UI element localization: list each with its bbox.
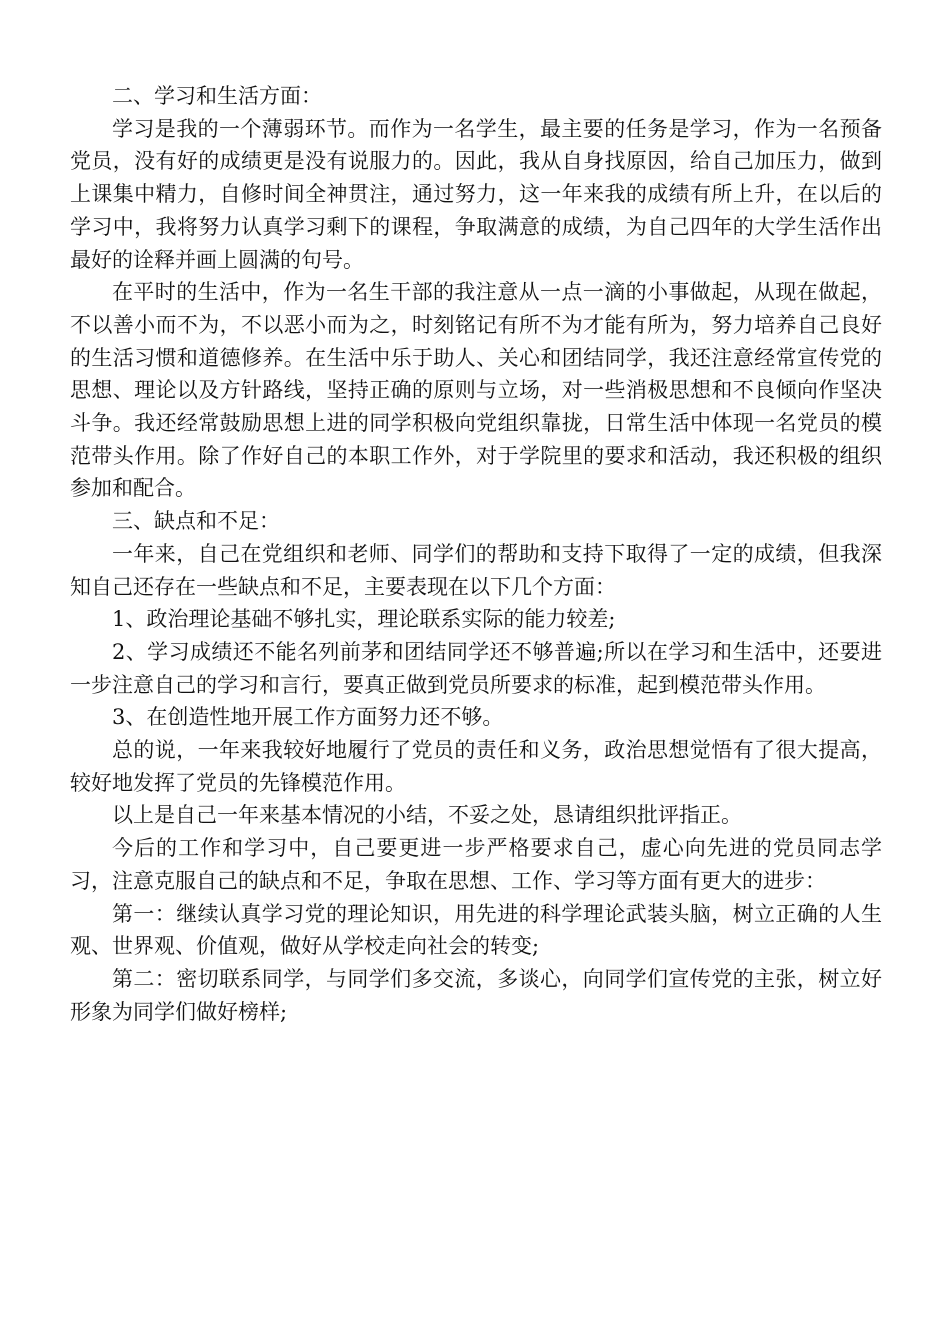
section-heading-shortcomings: 三、缺点和不足： (112, 509, 280, 534)
paragraph-summary: 总的说，一年来我较好地履行了党员的责任和义务，政治思想觉悟有了很大提高，较好地发挥了党员的先锋模范作用。 (70, 738, 882, 795)
list-item-shortcoming-3: 3、在创造性地开展工作方面努力还不够。 (112, 705, 504, 730)
document-page (70, 80, 882, 1028)
list-item-plan-1: 第一：继续认真学习党的理论知识，用先进的科学理论武装头脑，树立正确的人生观、世界观、价值观，做好从学校走向社会的转变; (70, 901, 882, 959)
paragraph-daily-life: 在平时的生活中，作为一名生干部的我注意从一点一滴的小事做起，从现在做起，不以善小而不为，不以恶小而为之，时刻铭记有所不为才能有所为，努力培养自己良好的生活习惯和道德修养。在生活中乐于助人、关心和团结同学，我还注意经常宣传党的思想、理论以及方针路线，坚持正确的原则与立场，对一些消极思想和不良倾向作坚决斗争。我还经常鼓励思想上进的同学积极向党组织靠拢，日常生活中体现一名党员的模范带头作用。除了作好自己的本职工作外，对于学院里的要求和活动，我还积极的组织参加和配合。 (70, 280, 882, 501)
paragraph-future-plan: 今后的工作和学习中，自己要更进一步严格要求自己，虚心向先进的党员同志学习，注意克服自己的缺点和不足，争取在思想、工作、学习等方面有更大的进步： (70, 836, 882, 893)
list-item-plan-2: 第二：密切联系同学，与同学们多交流，多谈心，向同学们宣传党的主张，树立好形象为同学们做好榜样; (70, 966, 882, 1024)
section-heading-study-life: 二、学习和生活方面： (112, 84, 322, 108)
paragraph-study: 学习是我的一个薄弱环节。而作为一名学生，最主要的任务是学习，作为一名预备党员，没有好的成绩更是没有说服力的。因此，我从自身找原因，给自己加压力，做到上课集中精力，自修时间全神贯注，通过努力，这一年来我的成绩有所上升，在以后的学习中，我将努力认真学习剩下的课程，争取满意的成绩，为自己四年的大学生活作出最好的诠释并画上圆满的句号。 (70, 116, 882, 272)
list-item-shortcoming-2: 2、学习成绩还不能名列前茅和团结同学还不够普遍;所以在学习和生活中，还要进一步注意自己的学习和言行，要真正做到党员所要求的标准，起到模范带头作用。 (70, 639, 882, 697)
list-item-shortcoming-1: 1、政治理论基础不够扎实，理论联系实际的能力较差; (112, 607, 616, 632)
paragraph-closing-note: 以上是自己一年来基本情况的小结，不妥之处，恳请组织批评指正。 (112, 803, 742, 828)
paragraph-shortcomings-intro: 一年来，自己在党组织和老师、同学们的帮助和支持下取得了一定的成绩，但我深知自己还存在一些缺点和不足，主要表现在以下几个方面： (70, 541, 882, 599)
